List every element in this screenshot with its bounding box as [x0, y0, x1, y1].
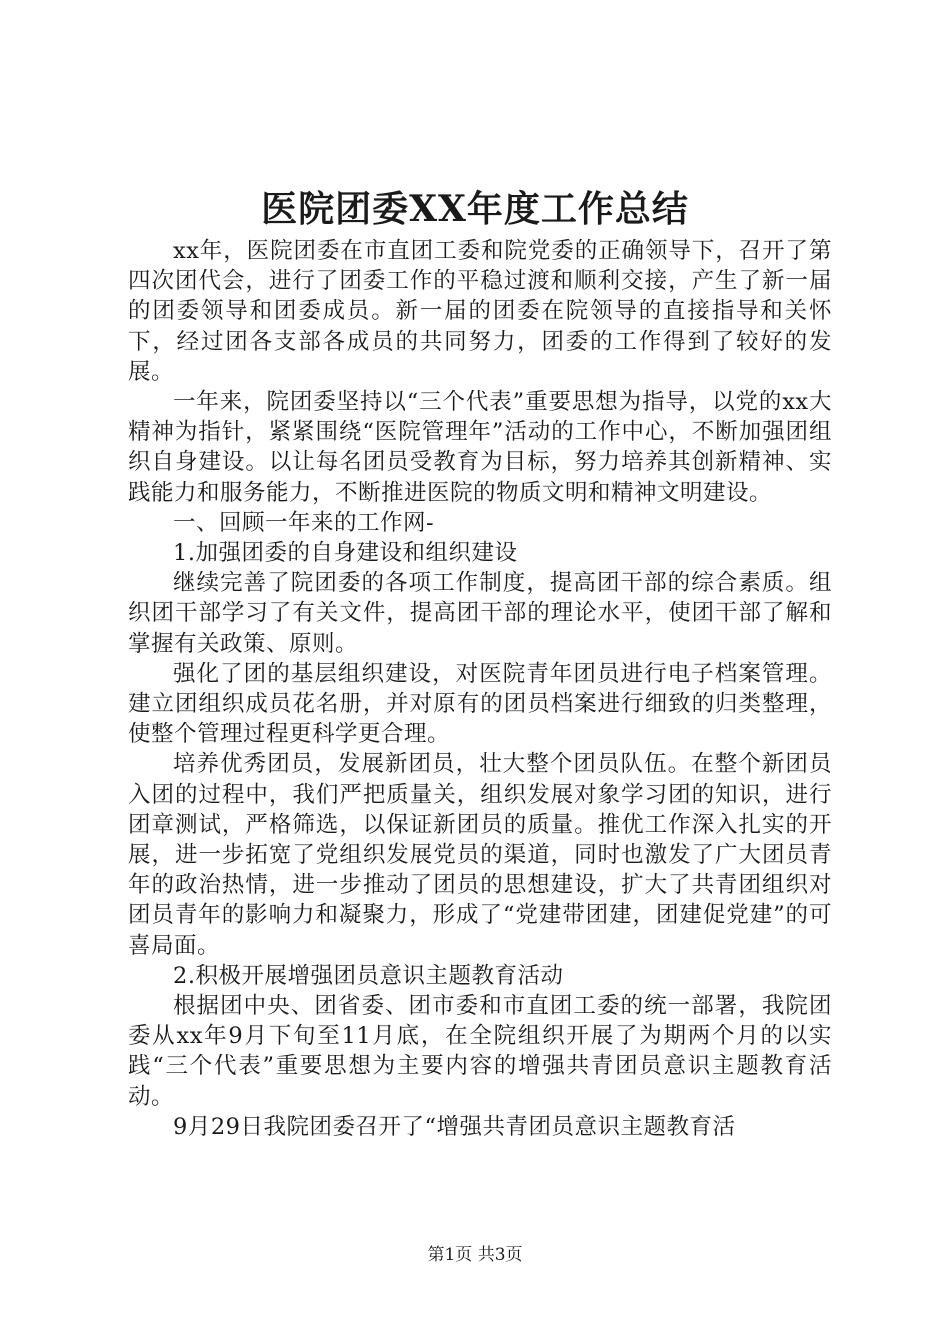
paragraph-members: 培养优秀团员，发展新团员，壮大整个团员队伍。在整个新团员入团的过程中，我们严把质量关，组织发展对象学习团的知识，进行团章测试，严格筛选，以保证新团员的质量。推优工作深入扎实的开展，进一步拓宽了党组织发展党员的渠道，同时也激发了广大团员青年的政治热情，进一步推动了团员的思想建设，扩大了共青团组织对团员青年的影响力和凝聚力，形成了“党建带团建，团建促党建”的可喜局面。 — [128, 751, 832, 959]
document-title: 医院团委XX年度工作总结 — [261, 188, 689, 230]
subsection-heading-2: 2.积极开展增强团员意识主题教育活动 — [173, 962, 564, 989]
paragraph-intro: xx年，医院团委在市直团工委和院党委的正确领导下，召开了第四次团代会，进行了团委工作的平稳过渡和顺利交接，产生了新一届的团委领导和团委成员。新一届的团委在院领导的直接指导和关怀下，经过团各支部各成员的共同努力，团委的工作得到了较好的发展。 — [128, 238, 832, 385]
paragraph-overview: 一年来，院团委坚持以“三个代表”重要思想为指导，以党的xx大精神为指针，紧紧围绕“医院管理年”活动的工作中心，不断加强团组织自身建设。以让每名团员受教育为目标，努力培养其创新精神、实践能力和服务能力，不断推进医院的物质文明和精神文明建设。 — [128, 389, 832, 506]
document-body — [128, 236, 832, 1142]
section-heading: 一、回顾一年来的工作网- — [173, 509, 435, 536]
subsection-heading-1: 1.加强团委的自身建设和组织建设 — [173, 540, 518, 567]
page-number: 第1页 共3页 — [427, 1245, 523, 1265]
paragraph-meeting: 9月29日我院团委召开了“增强共青团员意识主题教育活 — [173, 1113, 736, 1140]
paragraph-cadre: 继续完善了院团委的各项工作制度，提高团干部的综合素质。组织团干部学习了有关文件，提高团干部的理论水平，使团干部了解和掌握有关政策、原则。 — [128, 570, 832, 657]
paragraph-organization: 强化了团的基层组织建设，对医院青年团员进行电子档案管理。建立团组织成员花名册，并对原有的团员档案进行细致的归类整理，使整个管理过程更科学更合理。 — [128, 660, 832, 748]
paragraph-education: 根据团中央、团省委、团市委和市直团工委的统一部署，我院团委从xx年9月下旬至11月底，在全院组织开展了为期两个月的以实践“三个代表”重要思想为主要内容的增强共青团员意识主题教育活动。 — [128, 993, 832, 1110]
